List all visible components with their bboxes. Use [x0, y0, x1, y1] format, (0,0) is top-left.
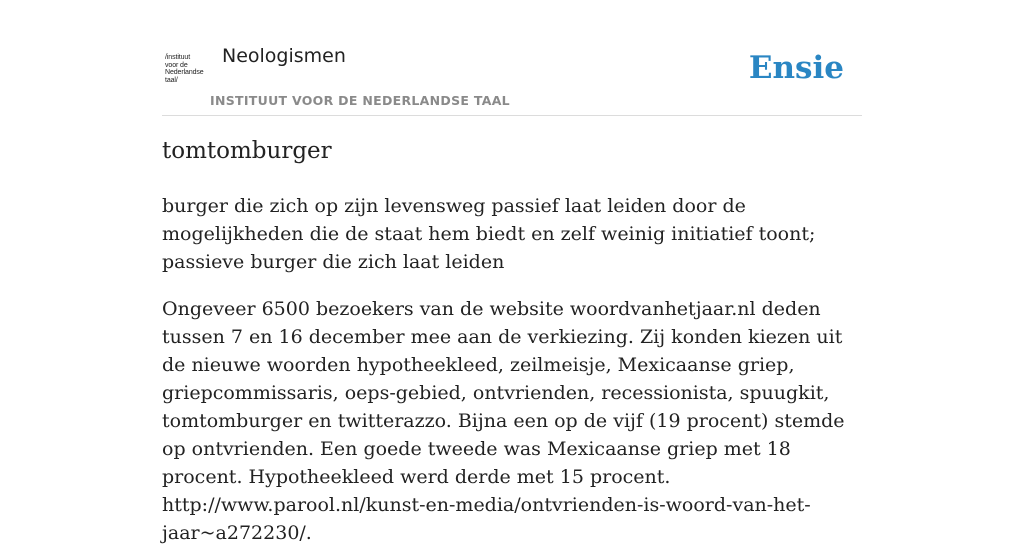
logo-line: taal/: [165, 76, 178, 84]
logo-line: /instituut: [165, 54, 191, 61]
ensie-brand-logo[interactable]: Ensie: [748, 50, 844, 86]
site-title[interactable]: Neologismen: [222, 45, 346, 67]
page: [162, 0, 862, 544]
logo-line: Nederlandse: [165, 69, 204, 77]
site-subtitle: INSTITUUT VOOR DE NEDERLANDSE TAAL: [210, 93, 510, 108]
header: [162, 0, 862, 116]
entry-word: tomtomburger: [162, 138, 332, 164]
entry-example: Ongeveer 6500 bezoekers van de website woordvanhetjaar.nl deden tussen 7 en 16 december mee aan de verkiezing. Zij konden kiezen uit de nieuwe woorden hypotheekleed, zeilmeisje, Mexicaanse griep, griepcommissaris, oeps-gebied, ontvrienden, recessionista, spuugkit, tomtomburger en twitterazzo. Bijna een op de vijf (19 procent) stemde op ontvrienden. Een goede tweede was Mexicaanse griep met 18 procent. Hypotheekleed werd derde met 15 procent. http://www.parool.nl/kunst-en-media/ontvrienden-is-woord-van-het-jaar~a272230/.: [162, 298, 845, 544]
ivdnt-logo[interactable]: [165, 54, 209, 90]
entry-definition: burger die zich op zijn levensweg passief laat leiden door de mogelijkheden die de staat hem biedt en zelf weinig initiatief toont; passieve burger die zich laat leiden: [162, 195, 816, 273]
logo-line: voor de: [165, 61, 188, 69]
